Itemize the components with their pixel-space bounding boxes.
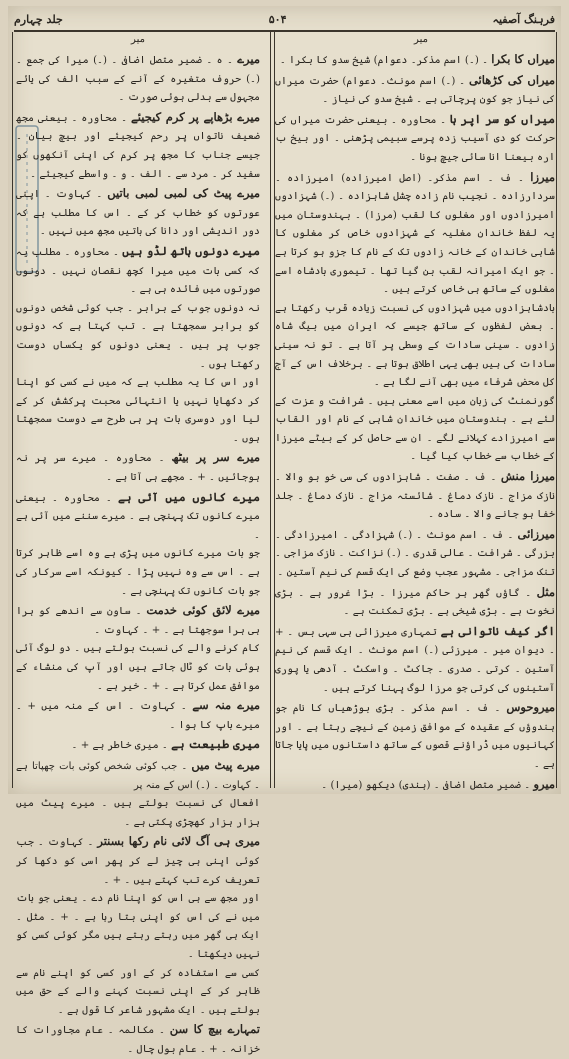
entry-definition: ۔ ف ۔ صفت ۔ شاہزادوں کی سی خو بو والا ۔ نازک مزاج ۔ نازک دماغ ۔ شائستہ مزاج ۔ نازک دماغ ۔ جلد خفا ہو جانے والا ۔ سادہ ۔ (275, 472, 555, 521)
entry-headword: میرے سر پر بیٹھ (171, 450, 260, 465)
entry-definition: ۔ محاورہ ۔ مطلب یہ کہ کسی بات میں میرا کچھ نقصان نہیں ۔ دونوں صورتوں میں فائدہ ہی ہے ۔ (16, 246, 260, 296)
entry-definition: ۔ محاورہ ۔ میرے سر پر نہ ہوجائیں ۔ + ۔ مجھے ہی آتا ہے ۔ (16, 453, 260, 484)
entry-headword: میرے کانوں میں آئی ہے (117, 489, 260, 504)
dictionary-entry (16, 488, 260, 546)
header-rule (14, 30, 555, 32)
entry-definition: اور مجھ سے ہی اس کو اپنا نام دے ۔ یعنی جو بات میں نے کی اس کو اپنی بتا رہا ہے ۔ + ۔ مثل ۔ ایک ہی گھر میں رہتے رہتے ہیں مگر کوئی کسی کو نہیں دیکھتا ۔ (16, 893, 260, 960)
entry-definition: کام کرنے والے کی نسبت بولتے ہیں ۔ دو لوگ آئی ہوئی بات کو ٹال جاتے ہیں اور آپ کی منشاء کے موافق عمل کرتا ہے ۔ + ۔ خیر ہے ۔ (16, 643, 260, 692)
left-column-head: میر (131, 34, 145, 45)
dictionary-entry (16, 890, 260, 964)
dictionary-entry (16, 242, 260, 300)
entry-headword: میرزا منش (500, 469, 556, 484)
entry-definition: ۔ ساون سے اندھے کو ہرا ہی ہرا سوجھتا ہے ۔ + ۔ کہاوت ۔ (16, 606, 260, 636)
dictionary-entry (16, 374, 260, 448)
column-divider (270, 32, 271, 788)
dictionary-entry (275, 698, 555, 774)
entry-headword: تمہارے بیچ کا سن (169, 1022, 260, 1037)
entry-headword: میروحوس (506, 700, 555, 715)
book-title: فرہنگ آصفیہ (492, 12, 555, 26)
dictionary-entry (16, 640, 260, 696)
dictionary-entry (16, 832, 260, 890)
dictionary-entry (16, 795, 260, 832)
entry-headword: اگر کیف ناتوانی ہے (440, 623, 555, 638)
dictionary-entry (275, 393, 555, 467)
entry-definition: ۔ ف ۔ اسم مذکر ۔ بڑی بوڑھیاں کا نام جو ہندوؤں کے عقیدہ کے موافق زمین کے نیچے رہتا ہے ۔ اور کہانیوں میں ڈراؤنے قصوں کے ساتھ داستانوں میں پایا جاتا ہے ۔ (275, 703, 555, 770)
dictionary-entry (16, 696, 260, 735)
entry-definition: گورنمنٹ کی زبان میں اسے معنی ہیں ۔ شرافت و عزت کے لئے ہے ۔ ہندوستان میں خاندان شاہی کے نام اور القاب سے امیرزادے کہلانے لگے ۔ ان سے حاصل کر کے بیٹے میرزا کے خطاب سے خطاب کیا گیا ۔ (275, 395, 555, 463)
entry-headword: میرے پیٹ میں (191, 757, 260, 772)
dictionary-entry (16, 965, 260, 1021)
entry-definition: ۔ میری خاطر ہے + ۔ (71, 740, 172, 752)
entry-headword: میرے (237, 52, 260, 66)
dictionary-entry (16, 756, 260, 795)
dictionary-entry (275, 583, 555, 622)
dictionary-entry (275, 525, 555, 583)
entry-definition: ۔ کہاوت ۔ اس کے منہ میں + ۔ میرے باپ کا ہوا ۔ (16, 701, 260, 731)
entry-definition: ۔ کہاوت ۔ اپنی عورتوں کو خطاب کر کے ۔ اس کا مطلب ہے کہ دور اندیشی اور دانا کی باتیں مجھ میں نہیں ۔ (16, 189, 260, 238)
entry-definition: تمہاری میرزائی ہی سہی بس ۔ + ۔ دیوان میر ۔ میرزئی (۔) اسم مونث ۔ ایک قسم کی نیم آستین ۔ کرتی ۔ صدری ۔ جاکٹ ۔ واسکٹ ۔ آدھی یا پوری آستینوں کی کرتی جو مرزا لوگ پہنا کرتے ہیں ۔ (275, 626, 555, 694)
entry-definition: ۔ محاورہ ۔ بیعنی مجھ ضعیف ناتواں پر رحم کیجیئے اور بیچ بیان ۔ جیسے جناب کا مجھ پر کرم کی اپنی آنکھوں کو سفید کر ۔ مرد سے ۔ الف ۔ و ۔ واسطے کیجیئے ۔ (16, 112, 260, 180)
left-margin-rule (12, 32, 13, 788)
volume-label: جلد چہارم (14, 12, 63, 26)
entry-definition: ۔ ف ۔ اسم مذکر۔ (اصل امیرزادہ) امیرزادہ ۔ سردارزادہ ۔ نجیب نام زادہ چشل شاہزادہ ۔ (۔) شہزادوں امیرزادوں اور مغلوں کا لقب (مرزا) ۔ بہندوستان میں یہ لفظ خاندان مغلیہ کے شہزادوں خاص کر مغلوں کا شاہی خاندان کے خانہ زادوں تک کے نام کا جزو ہو کرتا ہے ۔ جو ایک امیرانہ لقب بن گیا تھا ۔ تیموری بادشاہ اسے مغلوں کے ساتھ ہی خاص کرتے ہیں ۔ (275, 172, 555, 296)
entry-definition: ۔ محاورہ ۔ بیعنی حضرت میراں کی حرکت کو دی آسیب زدہ پرسے سبیمی پڑھنی ۔ اور بیخ ب ارہ بیعنا انا سائی جیچ ہونا ۔ (275, 114, 555, 163)
dictionary-entry (275, 50, 555, 71)
entry-headword: میرے پیٹ کی لمبی لمبی باتیں (107, 186, 260, 201)
entry-headword: میرزائی (517, 526, 555, 541)
dictionary-entry (275, 467, 555, 525)
entry-headword: میرے دونوں ہاتھ لڈو ہیں (122, 243, 260, 258)
dictionary-entry (275, 71, 555, 110)
entry-definition: کسی سے استفادہ کر کے اور کسی کو اپنے نام سے ظاہر کر کے اپنی نسبت کہنے والے کے حق میں بولتے ہیں ۔ ایک مشہور شاعر کا قول ہے ۔ (16, 967, 260, 1016)
entry-definition: ۔ گاؤں گھر ہر حاکم میرزا ۔ بڑا غرور ہے ۔ بڑی نخوت ہے ۔ بڑی شیخی ہے ۔ بڑی تمکنت ہے ۔ (275, 587, 555, 618)
dictionary-page (8, 6, 561, 1055)
entry-headword: میرے بڑھاپے پر کرم کیجیئے (131, 109, 260, 124)
entry-headword: میراں کا بکرا (491, 52, 555, 66)
dictionary-entry (16, 184, 260, 242)
entry-definition: ۔ محاورہ ۔ بیعنی میرے کانوں تک پہنچی ہے ۔ میرے سننے میں آئی ہے ۔ (16, 492, 260, 541)
entry-headword: میراں کی کڑھائی (468, 72, 555, 87)
entry-headword: میری طبیعت ہے (171, 737, 260, 752)
entry-definition: ۔ جب کوئی شخص کوئی بات چھپاتا ہے ۔ کہاوت ۔ (۔) اس کے منہ پر (16, 760, 260, 791)
entry-headword: میرزا (530, 169, 555, 184)
entry-definition: نہ دونوں جوب کے برابر ۔ جب کوئی شخص دونوں کو برابر سمجھتا ہے ۔ تب کہتا ہے کہ دونوں جوب پر ہیں ۔ یعنی دونوں کو یکساں دوست رکھتا ہوں ۔ (16, 302, 260, 370)
entry-definition: ۔ مکالمہ ۔ عام مجاورات کا خزانہ ۔ + ۔ عام بول چال ۔ (16, 1025, 260, 1055)
entry-headword: میرے لائق کوئی خدمت (146, 603, 260, 618)
dictionary-entry (275, 300, 555, 393)
entry-definition: ۔ ف ۔ اسم مونث ۔ (۔) شہزادگی ۔ امیرزادگی ۔ بزرگی ۔ شرافت ۔ عالی قدری ۔ (۔) نزاکت ۔ نازک مزاجی ۔ تنک مزاجی ۔ مشہور عجب وضع کی ایک قسم کی نیم آستین ۔ (275, 529, 555, 579)
dictionary-entry (16, 50, 260, 108)
dictionary-entry (275, 168, 555, 300)
entry-definition: جو بات میرے کانوں میں پڑی ہے وہ اسے ظاہر کرتا ہے ۔ اس سے وہ نہیں پڑا ۔ کیونکہ اسے سرکار کی جو بات کانوں تک پہنچی ہے ۔ (16, 548, 260, 597)
dictionary-entry (16, 735, 260, 756)
entry-definition: ۔ ضمیر متصل اضافی ۔ (ہندی) دیکھو (میرا) ۔ (321, 779, 534, 791)
dictionary-entry (16, 545, 260, 601)
entry-definition: ۔ کہاوت ۔ جب کوئی اپنی ہی چیز لے کر پھر اسی کو دکھا کر تعریف کرے تب کہتے ہیں ۔ + ۔ (16, 837, 260, 886)
entry-headword: میرے منہ سے (192, 698, 260, 713)
entry-definition: ۔ (۔) اسم مونث۔ دعوام) حضرت میراں کی نیاز جو کون پرچاتی ہے ۔ شیخ سدو کی نیاز ۔ (275, 75, 555, 106)
page-number: ۵۰۴ (268, 12, 287, 26)
dictionary-entry (275, 110, 555, 168)
entry-definition: ۔ (۔) اسم مذکر۔ دعوام) شیخ سدو کا بکرا ۔ (279, 55, 492, 66)
entry-definition: بادشاہزادوں میں شہزادوں کی نسبت زیادہ قرب رکھتا ہے ۔ بعض لفظوں کے ساتھ جیسے کہ ایران میں بیگ شاہ زادوں ۔ سینی سادات کے وسطی پر آتا ہے ۔ تو نہ سینی سادات کی ہیں بھی یہی اطلاق ہوتا ہے ۔ برخلاف اس کے آج کل محض شرفاء میں بھی آنے لگا ہے ۔ (275, 302, 555, 389)
right-column-head: میر (414, 34, 428, 45)
right-column (275, 50, 556, 791)
entry-headword: میراں کو سر اپر ہا (449, 111, 555, 126)
entry-definition: اور اس کا یہ مطلب ہے کہ میں نے کسی کو اپنا کر دکھایا نہیں یا انتہائی محبت پرکشش کر کے لیا اور دوسری بات پر ہی طرح سے دوست سمجھتا ہوں ۔ (16, 377, 260, 444)
dictionary-entry (275, 622, 555, 698)
dictionary-entry (275, 775, 555, 796)
entry-headword: میرو (533, 776, 555, 791)
dictionary-entry (16, 108, 260, 184)
dictionary-entry (16, 448, 260, 487)
left-column (16, 50, 260, 1055)
right-margin-rule (556, 32, 557, 788)
dictionary-entry (16, 1020, 260, 1059)
dictionary-entry (16, 300, 260, 374)
dictionary-entry (16, 601, 260, 640)
page-header (14, 10, 555, 28)
entry-headword: مثل (536, 584, 555, 599)
entry-headword: میری ہی آگ لائی نام رکھا بسنتر (97, 834, 260, 849)
entry-definition: افعال کی نسبت بولتے ہیں ۔ میرے پیٹ میں ہزار ہزار کھچڑی پکتی ہے ۔ (16, 798, 260, 828)
entry-definition: ۔ ہ ۔ ضمیر متصل اضافی ۔ (۔) میرا کی جمع ۔ (۔) حروف متغیرہ کے آنے کے سبب الف کی یائے مجہول سے بدلی ہوئی صورت ۔ (16, 55, 260, 104)
